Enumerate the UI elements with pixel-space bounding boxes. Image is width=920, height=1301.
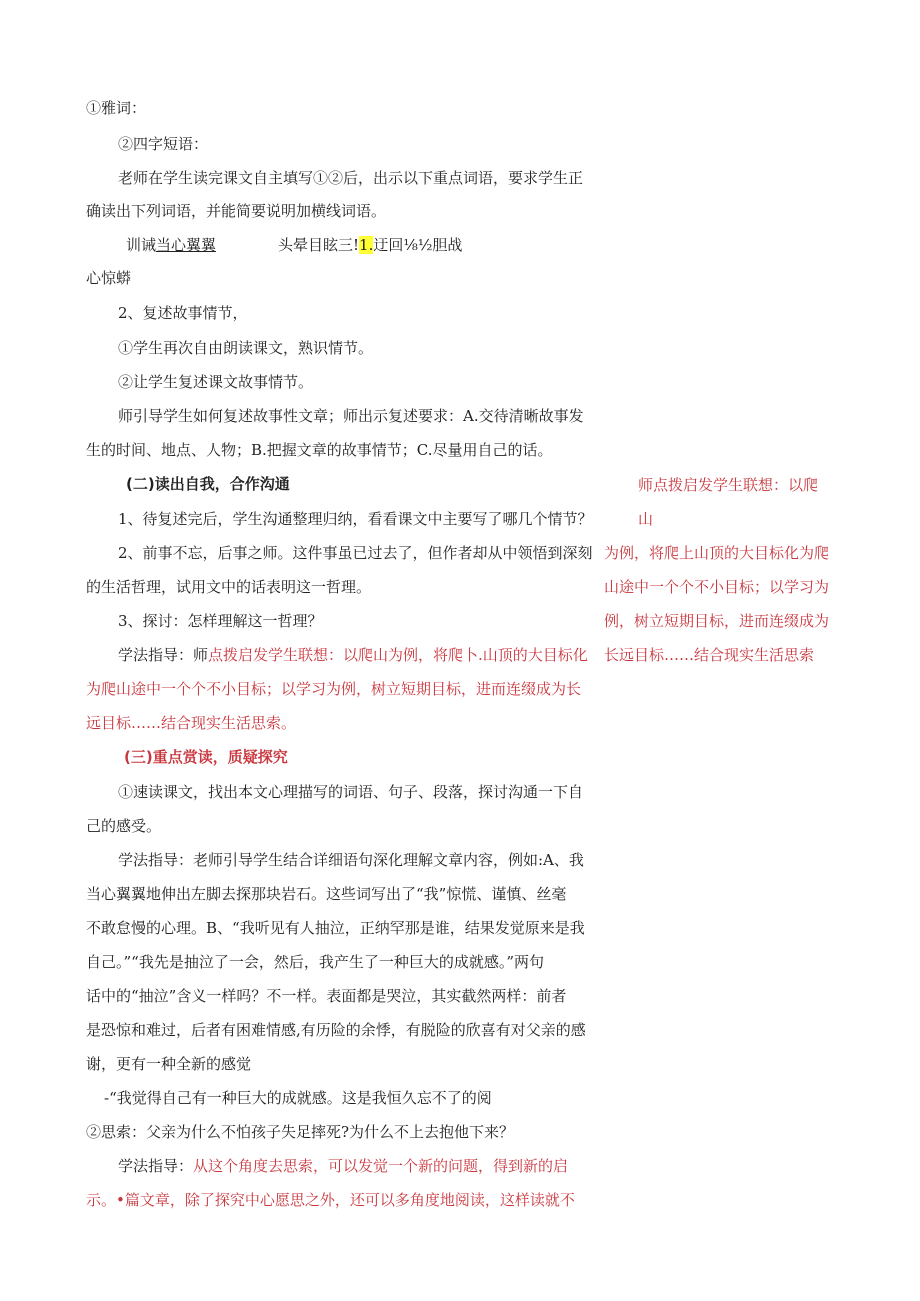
vocab-word: 迂回⅛½胆战 [373, 236, 463, 254]
text-line: 师引导学生如何复述故事性文章；师出示复述要求：A.交待清晰故事发 [118, 407, 584, 425]
text-line: 2、前事不忘，后事之师。这件事虽已过去了，但作者却从中领悟到深刻 [118, 544, 593, 562]
text-line: ①学生再次自由朗读课文，熟识情节。 [118, 339, 374, 357]
underlined-vocab-word: 当心翼翼 [156, 236, 217, 254]
text-line: 己的感受。 [86, 817, 162, 835]
text-line: 老师在学生读完课文自主填写①②后，出示以下重点词语，要求学生正 [118, 169, 584, 187]
text-line: 学法指导：老师引导学生结合详细语句深化理解文章内容，例如:A、我 [118, 851, 584, 869]
text-line: 话中的“抽泣”含义一样吗？不一样。表面都是哭泣，其实截然两样：前者 [86, 987, 567, 1005]
text-line: ②四字短语： [118, 135, 209, 153]
text-line: 确读出下列词语，并能简要说明加横线词语。 [86, 202, 387, 220]
margin-note-line: 为例，将爬上山顶的大目标化为爬 [604, 544, 830, 562]
section-heading: (三)重点赏读，质疑探究 [124, 748, 288, 766]
text-line: 心惊蟒 [86, 269, 132, 287]
margin-note-line: 师点拨启发学生联想：以爬山 [638, 476, 819, 528]
vocab-line [278, 235, 462, 255]
text-line: ②让学生复述课文故事情节。 [118, 373, 314, 391]
text-line: ②思索：父亲为什么不怕孩子失足摔死?为什么不上去抱他下来？ [86, 1123, 515, 1141]
margin-note-line: 长远目标……结合现实生活思索 [604, 646, 815, 664]
text-line: -“我觉得自己有一种巨大的成就感。这是我恒久忘不了的阅 [104, 1089, 492, 1107]
vocab-line [126, 235, 216, 255]
text-line: ①速读课文，找出本文心理描写的词语、句子、段落，探讨沟通一下自 [118, 783, 584, 801]
text-line: 谢，更有一种全新的感觉 [86, 1055, 252, 1073]
text-line: 的生活哲理，试用文中的话表明这一哲理。 [86, 578, 372, 596]
text-line [118, 645, 588, 665]
section-heading: (二)读出自我，合作沟通 [126, 475, 290, 493]
annotated-text: 为爬山途中一个个不小目标；以学习为例，树立短期目标，进而连缀成为长 [86, 680, 582, 698]
text-line: 2、复述故事情节， [118, 304, 248, 322]
text-line [118, 1156, 568, 1176]
text-line: 当心翼翼地伸出左脚去探那块岩石。这些词写出了“我”惊慌、谨慎、丝毫 [86, 885, 567, 903]
text-line: 3、探讨：怎样理解这一哲理？ [118, 612, 323, 630]
text-line: ①雅词： [86, 99, 147, 117]
annotated-text: 点拨启发学生联想：以爬山为例，将爬卜.山顶的大目标化 [208, 646, 588, 664]
highlighted-text: 1. [359, 236, 374, 254]
text-line: 1、待复述完后，学生沟通整理归纳，看看课文中主要写了哪几个情节？ [118, 510, 593, 528]
text-line: 生的时间、地点、人物；B.把握文章的故事情节；C.尽量用自己的话。 [86, 441, 553, 459]
text-line: 不敢怠慢的心理。B、“我听见有人抽泣，正纳罕那是谁，结果发觉原来是我 [86, 919, 585, 937]
vocab-word: 训诫 [126, 236, 157, 254]
text-line: 是恐惊和难过，后者有困难情感,有历险的余悸，有脱险的欣喜有对父亲的感 [86, 1021, 586, 1039]
vocab-word: 头晕目眩三! [278, 236, 360, 254]
margin-note-line: 山途中一个个不小目标；以学习为 [604, 578, 830, 596]
text-line: 自己。”“我先是抽泣了一会，然后，我产生了一种巨大的成就感。”两句 [86, 953, 545, 971]
annotated-text: 示。•篇文章，除了探究中心愿思之外，还可以多角度地阅读，这样读就不 [86, 1191, 575, 1209]
method-label: 学法指导： [118, 1157, 194, 1175]
annotated-text: 远目标……结合现实生活思索。 [86, 714, 297, 732]
margin-note [604, 468, 830, 672]
annotated-text: 从这个角度去思索，可以发觉一个新的问题，得到新的启 [193, 1157, 569, 1175]
method-label: 学法指导：师 [118, 646, 209, 664]
margin-note-line: 例，树立短期目标，进而连缀成为 [604, 612, 830, 630]
